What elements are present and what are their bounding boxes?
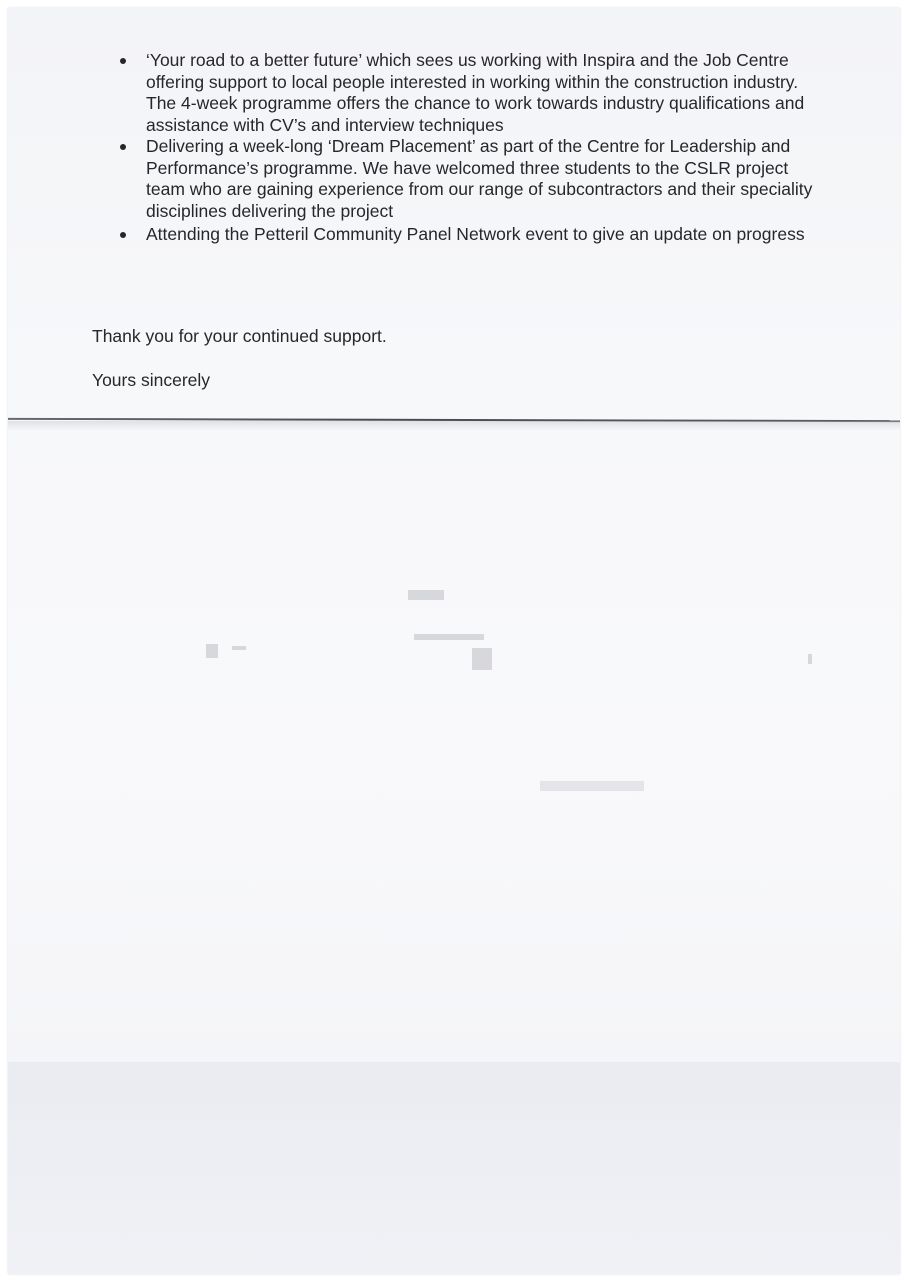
list-item [92, 136, 832, 222]
signoff-line: Yours sincerely [92, 370, 211, 390]
bullet-icon [120, 58, 126, 64]
scan-speck [408, 590, 444, 600]
paper-fold-shadow [8, 421, 900, 431]
lower-page-shading [8, 1062, 900, 1274]
bullet-icon [120, 232, 126, 238]
bullet-text: Attending the Petteril Community Panel Network event to give an update on progress [146, 224, 805, 244]
list-item [92, 224, 832, 246]
bullet-icon [120, 144, 126, 150]
scan-speck [232, 646, 246, 650]
scan-speck [414, 634, 484, 640]
scan-speck [206, 644, 218, 658]
scan-speck [808, 654, 812, 664]
bullet-text: Delivering a week-long ‘Dream Placement’ as part of the Centre for Leadership and Performance’s programme. We have welcomed three students to the CSLR project team who are gaining experience from our range of subcontractors and their speciality disciplines delivering the project [146, 136, 813, 221]
list-item [92, 50, 832, 136]
activities-list [92, 50, 832, 246]
thanks-line: Thank you for your continued support. [92, 326, 387, 346]
scan-speck [472, 648, 492, 670]
scan-bleed-mark [540, 781, 644, 791]
bullet-text: ‘Your road to a better future’ which sees us working with Inspira and the Job Centre offering support to local people interested in working within the construction industry. The 4-week programme offers the chance to work towards industry qualifications and assistance with CV’s and interview techniques [146, 50, 805, 135]
